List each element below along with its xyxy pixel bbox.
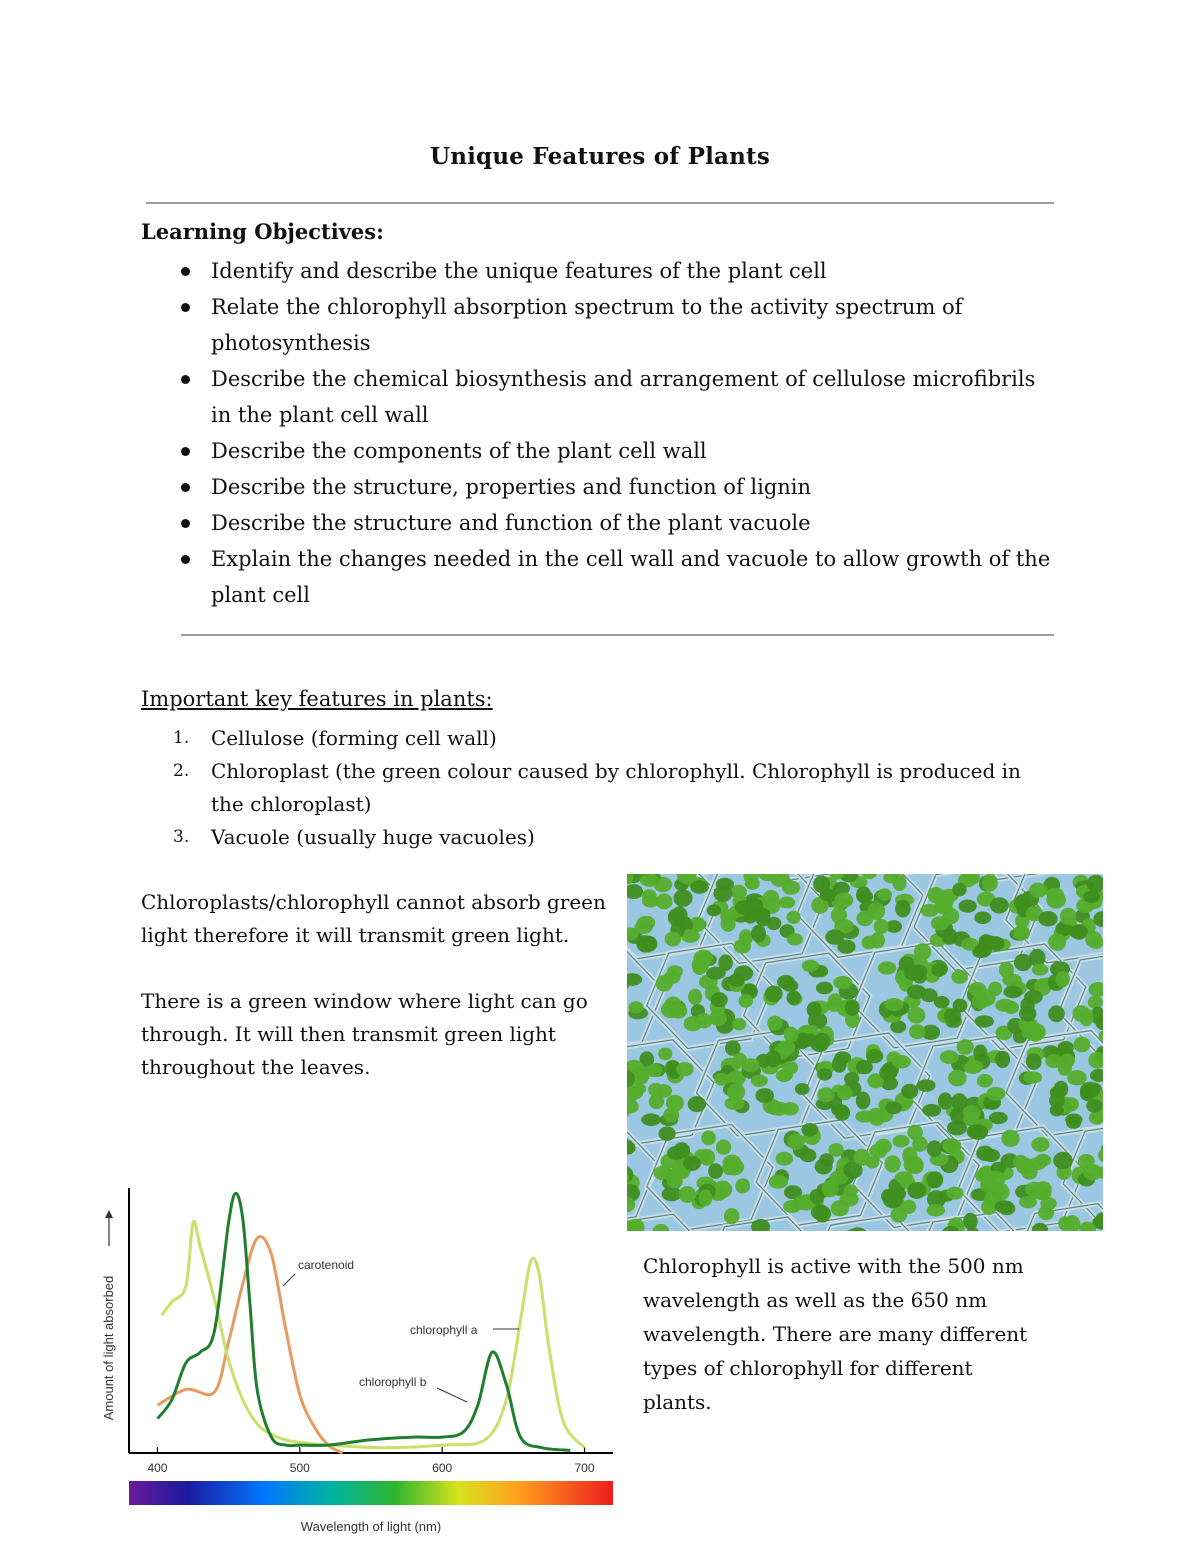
chloroplast (656, 893, 673, 909)
chloroplast (734, 965, 754, 981)
chloroplast (1066, 1117, 1081, 1129)
chloroplast (1088, 996, 1103, 1009)
x-axis-label: Wavelength of light (nm) (300, 1519, 442, 1534)
chloroplast (862, 936, 877, 950)
chloroplast (828, 1143, 844, 1157)
objective-item (181, 541, 1061, 613)
chloroplast (922, 1104, 941, 1117)
chloroplast (907, 1125, 923, 1140)
chloroplast (641, 1113, 661, 1126)
chloroplast (927, 1204, 945, 1217)
chloroplast (1023, 1071, 1042, 1083)
x-tick-label: 700 (574, 1461, 595, 1475)
chloroplast (1013, 925, 1030, 940)
document-title: Unique Features of Plants (429, 143, 771, 170)
chloroplast (815, 1159, 833, 1175)
chloroplast (770, 1102, 789, 1116)
chloroplast (1004, 1001, 1019, 1014)
chloroplast (927, 1171, 943, 1188)
feature-number: 2. (173, 761, 190, 781)
chloroplast-paragraph: Chloroplasts/chlorophyll cannot absorb green light therefore it will transmit green light. (141, 890, 606, 947)
chloroplast (787, 933, 803, 945)
chloroplast (964, 1062, 981, 1074)
chloroplast (743, 898, 763, 912)
objective-text: Explain the changes needed in the cell wall and vacuole to allow growth of the plant cell (211, 547, 1051, 607)
chloroplast (1001, 1130, 1019, 1147)
chloroplast (895, 900, 911, 917)
green-window-paragraph: There is a green window where light can go through. It will then transmit green light throughout the leaves. (141, 989, 588, 1079)
chloroplast (817, 1087, 834, 1102)
chloroplast (663, 1108, 679, 1123)
chloroplast (844, 1072, 859, 1085)
chloroplast (992, 1184, 1010, 1200)
chloroplast (845, 999, 860, 1016)
chloroplast (690, 880, 709, 894)
chloroplast (977, 1074, 993, 1088)
chloroplast (743, 910, 757, 924)
chloroplast (1059, 1054, 1075, 1068)
chloroplast (1078, 1154, 1095, 1169)
chloroplast (716, 1140, 731, 1155)
chloroplast (801, 1123, 818, 1136)
chloroplast (975, 1015, 994, 1027)
top-divider (146, 202, 1054, 204)
chloroplast (1038, 1206, 1054, 1220)
chloroplast (835, 893, 854, 908)
chloroplast (948, 1070, 967, 1087)
chloroplast (663, 1169, 678, 1181)
chloroplast (891, 1207, 908, 1223)
chloroplast (952, 883, 966, 897)
feature-item (173, 722, 1053, 755)
chloroplast (866, 1049, 883, 1063)
chloroplast (987, 936, 1005, 951)
objective-item (181, 361, 1061, 433)
chloroplast (765, 986, 783, 1002)
chloroplast (1080, 1082, 1100, 1098)
chloroplast (940, 1050, 959, 1064)
chloroplast (1067, 1070, 1087, 1085)
chloroplast (947, 1121, 967, 1136)
chloroplast (942, 928, 958, 945)
chloroplast (782, 980, 798, 992)
absorption-spectrum-svg (95, 1180, 625, 1540)
chloroplast (1055, 971, 1070, 987)
chloroplast (884, 1155, 900, 1172)
chloroplast (884, 998, 903, 1011)
chloroplast (951, 970, 967, 984)
chloroplast (776, 1152, 794, 1166)
chloroplast (769, 1175, 788, 1189)
chloroplast (895, 1171, 913, 1183)
chloroplast (698, 1189, 712, 1206)
chloroplast (1003, 986, 1022, 999)
chloroplast (755, 1088, 774, 1103)
chloroplast (695, 1013, 712, 1028)
chloroplast (976, 1146, 994, 1161)
chloroplast (893, 874, 907, 891)
chloroplast (973, 1045, 987, 1062)
chloroplast (1069, 925, 1086, 939)
chloroplast (982, 874, 998, 892)
chloroplast (706, 967, 726, 980)
chloroplast (844, 1184, 858, 1196)
chloroplast (727, 1083, 745, 1100)
chloroplast (635, 921, 653, 934)
chloroplast (779, 897, 796, 909)
chloroplast (904, 1156, 924, 1174)
chloroplast (742, 1058, 760, 1072)
chloroplast (694, 950, 714, 967)
chloroplast (879, 1065, 897, 1081)
chloroplast (628, 1001, 643, 1013)
chloroplast (1058, 1041, 1074, 1054)
objective-item (181, 289, 1061, 361)
chloroplast (814, 1205, 831, 1222)
chlorophyll-activity-paragraph: Chlorophyll is active with the 500 nm wavelength as well as the 650 nm wavelength. There are many different types of chlorophyll for different plants. (643, 1254, 1028, 1414)
chloroplast (927, 1140, 943, 1157)
chloroplast (648, 1083, 663, 1097)
chloroplast (721, 916, 736, 932)
bullet-icon (181, 483, 190, 492)
plant-cell-image (627, 874, 1103, 1231)
chloroplast (1029, 883, 1047, 898)
objective-text: Relate the chlorophyll absorption spectrum to the activity spectrum of photosynthesis (211, 295, 963, 355)
chloroplast (688, 1096, 707, 1112)
bottom-divider (181, 634, 1054, 636)
y-axis-label: Amount of light absorbed (101, 1275, 116, 1421)
chloroplast (1026, 1025, 1044, 1041)
chloroplast (967, 1125, 982, 1139)
chloroplast (659, 1127, 676, 1141)
chloroplast (751, 925, 766, 943)
bullet-icon (181, 303, 190, 312)
chloroplast (1050, 1104, 1064, 1116)
chloroplast (708, 1163, 723, 1179)
chloroplast (958, 900, 976, 913)
x-tick-label: 600 (432, 1461, 453, 1475)
chloroplast (665, 997, 681, 1010)
chloroplast (825, 929, 844, 944)
chloroplast (856, 1092, 871, 1110)
chloroplast (1083, 891, 1100, 903)
chloroplast (1048, 933, 1066, 951)
chloroplast (701, 1130, 715, 1145)
chloroplast (1060, 908, 1076, 925)
y-axis-arrowhead (105, 1210, 113, 1218)
chloroplast (944, 1008, 961, 1024)
objective-text: Describe the components of the plant cell wall (211, 439, 707, 463)
chloroplast (995, 1200, 1015, 1213)
plant-cell-micrograph (627, 874, 1103, 1231)
chloroplast (1035, 1154, 1051, 1167)
chloroplast (946, 1187, 963, 1200)
chloroplast (641, 936, 657, 952)
chloroplast (901, 1084, 918, 1099)
chloroplast (782, 880, 800, 894)
key-features-heading: Important key features in plants: (141, 687, 493, 711)
chloroplast (1019, 1006, 1037, 1022)
chloroplast (1048, 1005, 1065, 1022)
chloroplast (1032, 1137, 1050, 1152)
chloroplast (1026, 1053, 1042, 1070)
bullet-icon (181, 267, 190, 276)
chloroplast (767, 917, 782, 930)
chloroplast (833, 976, 852, 989)
chloroplast (783, 1200, 801, 1213)
chloroplast (645, 1064, 662, 1077)
chloroplast (734, 939, 751, 954)
chloroplast (972, 994, 990, 1009)
chloroplast (711, 992, 728, 1007)
chloroplast (683, 1156, 701, 1171)
annotation-leader (437, 1388, 467, 1402)
chloroplast (938, 1092, 953, 1109)
chloroplast (928, 887, 945, 903)
x-tick-label: 400 (147, 1461, 168, 1475)
chloroplast (816, 982, 833, 995)
chloroplast (827, 997, 842, 1012)
key-features-list (173, 722, 1053, 854)
chloroplast (878, 961, 897, 974)
chloroplast (957, 1039, 974, 1055)
chloroplast (931, 916, 949, 930)
chloroplast (745, 878, 760, 890)
x-tick-label: 500 (289, 1461, 310, 1475)
chloroplast (832, 1055, 847, 1072)
bullet-icon (181, 519, 190, 528)
chloroplast (907, 1007, 925, 1024)
feature-text: Chloroplast (the green colour caused by chlorophyll. Chlorophyll is produced in the chloroplast) (211, 759, 1021, 816)
bullet-icon (181, 555, 190, 564)
objective-text: Describe the chemical biosynthesis and arrangement of cellulose microfibrils in the plant cell wall (211, 367, 1036, 427)
chloroplast (795, 1083, 810, 1095)
chloroplast (688, 989, 702, 1005)
chloroplast (784, 1027, 799, 1043)
chloroplast (1079, 1008, 1093, 1026)
chloroplast (763, 890, 779, 906)
chloroplast (767, 1016, 783, 1031)
chloroplast (809, 1189, 824, 1204)
chloroplast (782, 1061, 798, 1075)
chloroplast (724, 1208, 740, 1224)
chloroplast (714, 885, 733, 902)
chloroplast (802, 960, 819, 972)
chloroplast (642, 889, 657, 902)
chloroplast (1014, 954, 1032, 971)
chloroplast (1002, 974, 1021, 987)
chloroplast (1019, 1159, 1033, 1174)
chloroplast (1053, 1152, 1072, 1169)
bullet-icon (181, 447, 190, 456)
chloroplast (739, 994, 754, 1008)
chloroplast (867, 902, 885, 920)
chloroplast (874, 919, 889, 934)
chloroplast (707, 904, 721, 916)
chloroplast (1038, 911, 1057, 926)
chloroplast (1025, 1182, 1044, 1197)
chloroplast (735, 1178, 750, 1193)
chloroplast (787, 1133, 805, 1150)
chloroplast (766, 1050, 781, 1067)
chloroplast (892, 1055, 911, 1068)
objective-text: Identify and describe the unique features of the plant cell (211, 259, 827, 283)
visible-spectrum-bar (129, 1481, 613, 1505)
chloroplast (837, 1085, 852, 1100)
objective-item (181, 469, 1061, 505)
chloroplast (921, 988, 938, 1002)
feature-item (173, 755, 1053, 821)
chloroplast (931, 963, 946, 976)
chloroplast (640, 874, 660, 887)
objective-item (181, 433, 1061, 469)
chloroplast (813, 1033, 830, 1049)
chloroplast (1032, 964, 1048, 976)
chloroplast (963, 1105, 981, 1120)
chloroplast (732, 1018, 746, 1030)
chloroplast (995, 1051, 1010, 1068)
chloroplast (751, 1075, 768, 1087)
series-annotation: carotenoid (298, 1258, 355, 1272)
chloroplast (665, 932, 682, 947)
chloroplast (907, 1182, 926, 1199)
feature-text: Vacuole (usually huge vacuoles) (211, 825, 535, 849)
feature-item (173, 821, 1053, 854)
chloroplast (951, 1093, 967, 1110)
chloroplast (885, 1101, 902, 1114)
chloroplast (899, 956, 914, 971)
chloroplast (890, 1187, 906, 1200)
chloroplast (710, 1009, 726, 1024)
chloroplast (990, 897, 1009, 913)
chloroplast (676, 1062, 694, 1076)
chloroplast (870, 1113, 885, 1126)
chloroplast (865, 1156, 879, 1168)
chloroplast (1046, 888, 1064, 900)
chloroplast (893, 1135, 910, 1148)
chloroplast (909, 1024, 926, 1039)
chloroplast (673, 890, 692, 907)
annotation-leader (283, 1274, 295, 1286)
objective-text: Describe the structure and function of the plant vacuole (211, 511, 811, 535)
chloroplast (1086, 1099, 1102, 1113)
feature-text: Cellulose (forming cell wall) (211, 726, 497, 750)
chloroplast (986, 1087, 1005, 1101)
chloroplast (856, 886, 871, 903)
feature-number: 3. (173, 827, 190, 847)
chloroplast (817, 1068, 832, 1080)
chloroplast (787, 990, 801, 1005)
chloroplast (674, 1142, 691, 1158)
feature-number: 1. (173, 728, 190, 748)
chloroplast (807, 1002, 822, 1018)
objective-item (181, 253, 1061, 289)
series-annotation: chlorophyll b (359, 1375, 427, 1389)
chloroplast (658, 1048, 672, 1061)
chloroplast (831, 1104, 849, 1116)
chloroplast (1024, 990, 1043, 1004)
chloroplast (917, 1079, 936, 1092)
chloroplast (974, 911, 991, 924)
learning-objectives-list (181, 253, 1061, 613)
objective-text: Describe the structure, properties and function of lignin (211, 475, 812, 499)
series-annotation: chlorophyll a (410, 1323, 478, 1337)
bullet-icon (181, 375, 190, 384)
learning-objectives-heading: Learning Objectives: (141, 219, 384, 244)
chloroplast (679, 1186, 696, 1203)
chloroplast (723, 1155, 742, 1171)
chloroplast (1074, 1037, 1091, 1053)
objective-item (181, 505, 1061, 541)
chloroplast (787, 911, 801, 924)
chloroplast (877, 889, 892, 901)
chloroplast (988, 982, 1002, 997)
chloroplast (875, 1139, 892, 1154)
chloroplast (800, 1149, 817, 1163)
chloroplast (664, 970, 681, 984)
chloroplast (914, 943, 931, 960)
absorption-spectrum-chart (95, 1180, 625, 1540)
